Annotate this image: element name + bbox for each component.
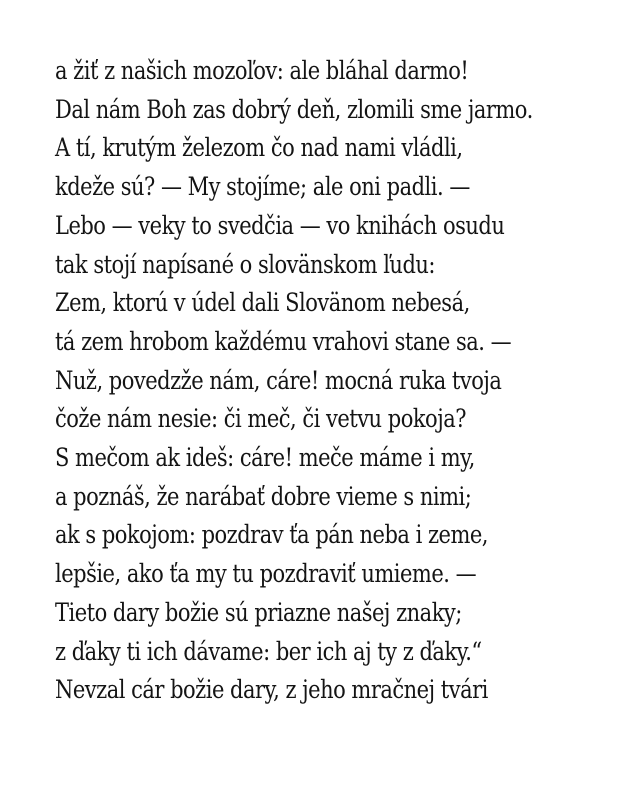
poem-line: a poznáš, že narábať dobre vieme s nimi; (55, 481, 472, 511)
poem-line: ak s pokojom: pozdrav ťa pán neba i zeme, (55, 520, 488, 550)
poem-line: tak stojí napísané o slovänskom ľudu: (55, 249, 435, 279)
poem-line: S mečom ak ideš: cáre! meče máme i my, (55, 443, 475, 473)
poem-line: Lebo — veky to svedčia — vo knihách osudu (55, 210, 505, 240)
poem-line: Nevzal cár božie dary, z jeho mračnej tvári (55, 675, 488, 705)
poem-line: z ďaky ti ich dávame: ber ich aj ty z ďaky.“ (55, 636, 482, 666)
poem-line: Zem, ktorú v údel dali Slovänom nebesá, (55, 288, 470, 318)
poem-line: čože nám nesie: či meč, či vetvu pokoja? (55, 404, 466, 434)
poem-line: a žiť z našich mozoľov: ale bláhal darmo! (55, 56, 469, 85)
poem-line: tá zem hrobom každému vrahovi stane sa. — (55, 326, 512, 356)
poem-line: Dal nám Boh zas dobrý deň, zlomili sme jarmo. (55, 94, 533, 124)
poem-text (55, 52, 624, 710)
poem-line: Tieto dary božie sú priazne našej znaky; (55, 597, 462, 627)
poem-line: kdeže sú? — My stojíme; ale oni padli. — (55, 172, 470, 202)
poem-line: lepšie, ako ťa my tu pozdraviť umieme. — (55, 559, 477, 589)
poem-line: Nuž, povedzže nám, cáre! mocná ruka tvoja (55, 365, 502, 395)
poem-line: A tí, krutým železom čo nad nami vládli, (55, 133, 463, 163)
